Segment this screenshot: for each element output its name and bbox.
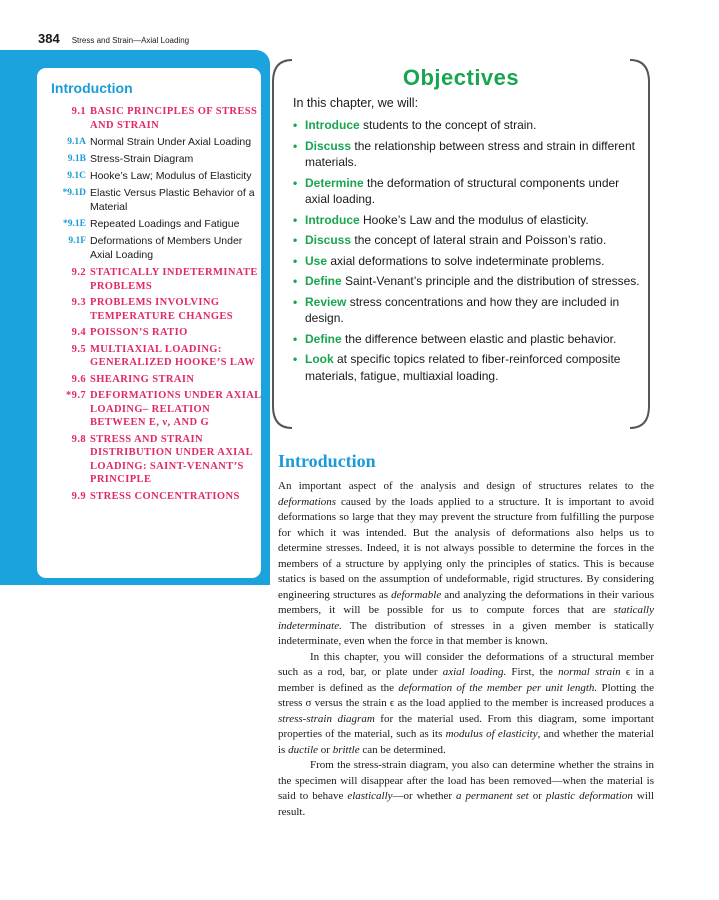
page-header xyxy=(38,30,189,48)
outline-item-label: MULTIAXIAL LOADING: GENERALIZED HOOKE’S LAW xyxy=(90,343,255,368)
objectives-intro: In this chapter, we will: xyxy=(293,96,419,110)
outline-item-number: 9.8 xyxy=(71,433,86,445)
body-paragraph xyxy=(278,479,654,650)
emphasis-text: stress-strain diagram xyxy=(278,712,375,725)
bullet-icon: • xyxy=(293,253,298,268)
objective-verb: Look xyxy=(305,352,334,366)
outline-title: Introduction xyxy=(51,80,133,96)
body-text-run: can be determined. xyxy=(359,743,446,756)
body-text-run: —or whether xyxy=(392,790,457,802)
objective-text: the difference between elastic and plastic behavior. xyxy=(341,331,617,346)
objective-text: students to the concept of strain. xyxy=(359,118,537,132)
outline-item-number: *9.7 xyxy=(66,390,86,401)
outline-item-label: Normal Strain Under Axial Loading xyxy=(90,136,252,148)
objective-text: axial deformations to solve indeterminate problems. xyxy=(327,253,605,268)
outline-item-number: *9.1D xyxy=(62,188,86,198)
outline-item-label: BASIC PRINCIPLES OF STRESS AND STRAIN xyxy=(90,106,258,131)
objectives-box xyxy=(270,58,652,430)
body-text-run: Plotting the stress σ versus the strain ϵ as the load applied to the member is increased produces a xyxy=(278,681,655,709)
outline-item-number: 9.1A xyxy=(67,137,86,147)
body-text-run: and analyzing the deformations in their various members, it will be possible for us to compute forces that are xyxy=(278,588,655,616)
emphasis-text: statically indeterminate. xyxy=(278,604,654,632)
outline-item xyxy=(37,326,261,340)
outline-item xyxy=(37,135,261,149)
objective-item xyxy=(293,232,645,249)
objective-text: the concept of lateral strain and Poisson’s ratio. xyxy=(351,233,607,247)
objective-verb: Discuss xyxy=(305,233,352,247)
objective-text: Hooke’s Law and the modulus of elasticity. xyxy=(359,212,589,227)
body-text-run: , and whether the material is xyxy=(278,728,654,756)
objective-verb: Define xyxy=(305,331,342,346)
objective-verb: Determine xyxy=(305,175,364,190)
emphasis-text: deformations xyxy=(278,495,337,508)
body-text-run: or xyxy=(528,790,546,802)
body-text-run: An important aspect of the analysis and design of structures relates to the xyxy=(278,480,654,492)
outline-item xyxy=(37,152,261,166)
objective-item xyxy=(293,351,645,384)
body-text-run: caused by the loads applied to a structure. It is important to avoid deformations so large that they may prevent the structure from fulfilling the purpose for which it was intended. But the analysis of deformations also helps us to determine stresses. Indeed, it is not always possible to determine the forces in the members of a structure by applying only the principles of statics. This is because statics is based on the assumption of undeformable, rigid structures. By considering engineering structures as xyxy=(278,495,654,601)
outline-item-number: *9.1E xyxy=(63,219,86,229)
outline-item xyxy=(37,105,261,132)
body-text-run: or xyxy=(318,743,333,756)
outline-item-number: 9.1F xyxy=(68,236,86,246)
objective-verb: Discuss xyxy=(305,138,352,153)
outline-item-number: 9.2 xyxy=(71,267,86,278)
emphasis-text: normal strain xyxy=(558,666,621,678)
objective-item xyxy=(293,294,645,327)
emphasis-text: ductile xyxy=(288,743,319,756)
objective-item xyxy=(293,212,645,229)
bullet-icon: • xyxy=(293,294,298,309)
emphasis-text: a permanent set xyxy=(456,790,529,802)
emphasis-text: modulus of elasticity xyxy=(445,728,538,740)
outline-item-label: Deformations of Members Under Axial Loading xyxy=(90,235,243,261)
outline-item-label: PROBLEMS INVOLVING TEMPERATURE CHANGES xyxy=(90,297,234,322)
outline-item-label: STRESS CONCENTRATIONS xyxy=(90,490,240,502)
emphasis-text: plastic deformation xyxy=(545,790,633,802)
objective-text: Saint-Venant’s principle and the distribution of stresses. xyxy=(341,274,640,288)
bullet-icon: • xyxy=(293,274,298,288)
body-text-run: In this chapter, you will consider the deformations of a structural member such as a rod, bar, or plate under xyxy=(278,650,654,678)
outline-item-label: DEFORMATIONS UNDER AXIAL LOADING– RELATION BETWEEN E, ν, AND G xyxy=(90,390,262,428)
emphasis-text: deformation of the member per unit length. xyxy=(398,681,598,694)
bullet-icon: • xyxy=(293,175,298,190)
bullet-icon: • xyxy=(293,233,298,247)
objectives-title: Objectives xyxy=(402,65,520,90)
outline-item-label: STRESS AND STRAIN DISTRIBUTION UNDER AXIAL LOADING: SAINT-VENANT’S PRINCIPLE xyxy=(90,433,253,485)
emphasis-text: deformable xyxy=(391,588,442,601)
objective-text: the deformation of structural components under axial loading. xyxy=(305,175,620,206)
body-text-run: for the material used. From this diagram, some important properties of the material, such as its xyxy=(278,712,654,740)
outline-list xyxy=(37,105,261,506)
objective-verb: Use xyxy=(305,253,328,268)
bullet-icon: • xyxy=(293,212,298,227)
outline-item xyxy=(37,266,261,293)
objective-text: the relationship between stress and strain in different materials. xyxy=(305,138,635,169)
objective-item xyxy=(293,331,645,348)
body-paragraph xyxy=(278,758,654,820)
outline-item xyxy=(37,169,261,183)
outline-item xyxy=(37,186,261,214)
outline-item-label: Repeated Loadings and Fatigue xyxy=(90,218,240,230)
objective-item xyxy=(293,253,645,270)
outline-item-label: POISSON’S RATIO xyxy=(90,327,188,338)
outline-item xyxy=(37,343,261,370)
outline-item-label: Stress-Strain Diagram xyxy=(90,153,194,165)
bullet-icon: • xyxy=(293,352,298,366)
emphasis-text: elastically xyxy=(347,790,393,802)
objectives-list xyxy=(293,117,645,388)
outline-item-number: 9.1C xyxy=(67,171,86,181)
outline-item-number: 9.6 xyxy=(71,373,86,385)
section-title: Introduction xyxy=(278,451,376,471)
outline-item xyxy=(37,490,261,504)
outline-item-label: Hooke’s Law; Modulus of Elasticity xyxy=(90,170,252,182)
outline-item xyxy=(37,433,261,487)
bullet-icon: • xyxy=(293,331,298,346)
objective-verb: Define xyxy=(305,274,342,288)
body-text-run: First, the xyxy=(506,666,559,678)
outline-item xyxy=(37,217,261,231)
outline-item-number: 9.3 xyxy=(71,297,86,308)
objective-item xyxy=(293,138,645,171)
outline-item xyxy=(37,389,261,430)
objective-item xyxy=(293,117,645,134)
outline-item xyxy=(37,234,261,262)
outline-item-number: 9.5 xyxy=(71,343,86,355)
outline-item xyxy=(37,296,261,323)
outline-item-number: 9.4 xyxy=(71,327,86,338)
objective-verb: Introduce xyxy=(305,118,360,132)
outline-item xyxy=(37,373,261,387)
body-paragraph xyxy=(278,650,654,759)
outline-item-number: 9.1B xyxy=(67,154,86,164)
page-number: 384 xyxy=(38,31,60,46)
chapter-outline xyxy=(37,68,261,578)
running-title: Stress and Strain—Axial Loading xyxy=(71,36,190,45)
body-text-run: ϵ in a member is defined as the xyxy=(278,666,654,694)
body-text-run: will result. xyxy=(278,790,654,818)
objective-item xyxy=(293,175,645,208)
objective-text: at specific topics related to fiber-reinforced composite materials, fatigue, multiaxial loading. xyxy=(305,352,621,383)
objective-text: stress concentrations and how they are included in design. xyxy=(305,294,620,325)
objective-verb: Introduce xyxy=(305,212,360,227)
bullet-icon: • xyxy=(293,138,298,153)
outline-item-number: 9.1 xyxy=(71,106,86,117)
outline-item-label: STATICALLY INDETERMINATE PROBLEMS xyxy=(90,267,258,292)
section-body xyxy=(278,479,654,820)
emphasis-text: brittle xyxy=(332,743,360,756)
outline-item-label: SHEARING STRAIN xyxy=(90,373,195,385)
body-text-run: From the stress-strain diagram, you also can determine whether the strains in the specimen will disappear after the load has been removed—when the material is said to behave xyxy=(278,759,654,802)
outline-item-number: 9.9 xyxy=(71,490,86,502)
objective-verb: Review xyxy=(305,294,347,309)
emphasis-text: axial loading. xyxy=(442,666,507,678)
outline-item-label: Elastic Versus Plastic Behavior of a Material xyxy=(90,187,255,213)
bullet-icon: • xyxy=(293,118,298,132)
objective-item xyxy=(293,273,645,290)
body-text-run: The distribution of stresses in a given member is statically indeterminate, even when the force in that member is known. xyxy=(278,619,654,647)
